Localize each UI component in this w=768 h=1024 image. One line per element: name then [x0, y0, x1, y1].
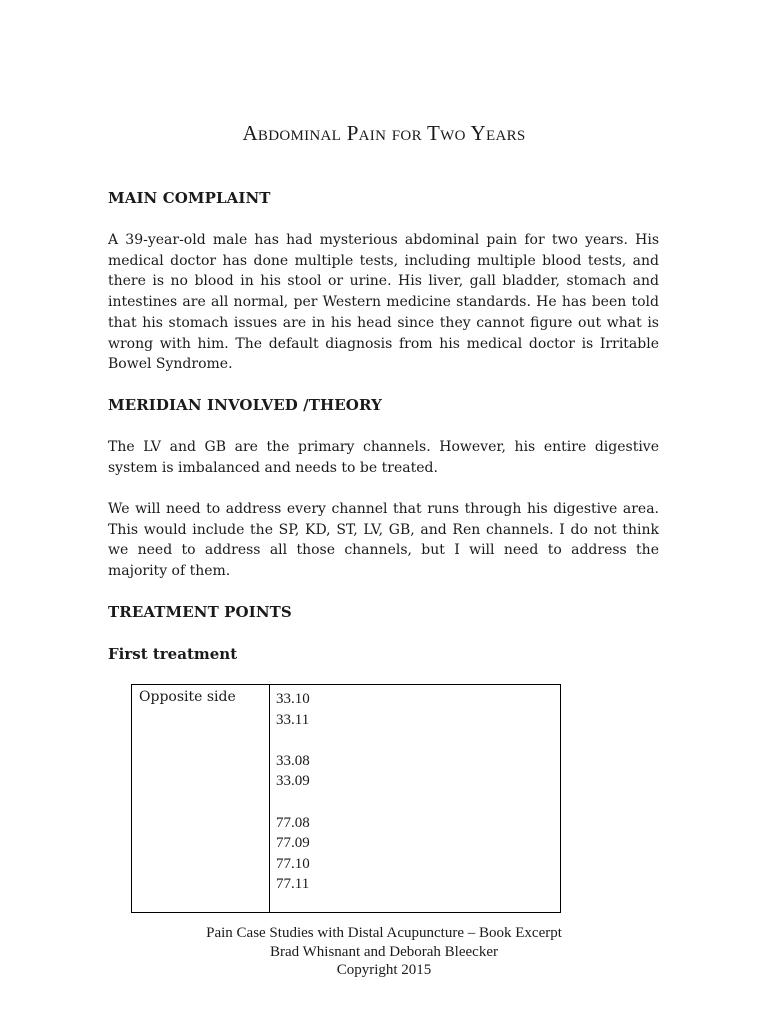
point-77-11: 77.11 — [276, 876, 310, 893]
footer-authors: Brad Whisnant and Deborah Bleecker — [270, 943, 498, 960]
point-33-11: 33.11 — [276, 711, 310, 728]
treatment-points-cell — [276, 689, 310, 895]
page-footer — [0, 924, 768, 980]
point-77-09: 77.09 — [276, 835, 310, 852]
point-77-10: 77.10 — [276, 855, 310, 872]
point-33-08: 33.08 — [276, 752, 310, 769]
meridian-heading: MERIDIAN INVOLVED /THEORY — [108, 396, 382, 414]
treatment-side-cell: Opposite side — [139, 689, 236, 705]
document-title: Abdominal Pain for Two Years — [242, 121, 526, 145]
footer-copyright: Copyright 2015 — [336, 962, 432, 978]
main-complaint-heading: MAIN COMPLAINT — [108, 189, 271, 207]
table-column-divider — [269, 685, 270, 912]
main-complaint-paragraph: A 39-year-old male has had mysterious abdominal pain for two years. His medical doctor has done multiple tests, including multiple blood tests, and there is no blood in his stool or urine. His liver, gall bladder, stomach and intestines are all normal, per Western medicine standards. He has been told that his stomach issues are in his head since they cannot figure out what is wrong with him. The default diagnosis from his medical doctor is Irritable Bowel Syndrome. — [108, 232, 659, 373]
point-33-09: 33.09 — [276, 773, 310, 790]
treatment-points-table — [131, 684, 561, 913]
meridian-paragraph-1: The LV and GB are the primary channels. However, his entire digestive system is imbalanced and needs to be treated. — [108, 439, 659, 476]
group-spacer — [276, 730, 310, 751]
meridian-paragraph-2: We will need to address every channel that runs through his digestive area. This would include the SP, KD, ST, LV, GB, and Ren channels. I do not think we need to address all those channels, but I will need to address the majority of them. — [108, 501, 659, 580]
point-77-08: 77.08 — [276, 814, 310, 831]
group-spacer — [276, 792, 310, 813]
treatment-points-heading: TREATMENT POINTS — [108, 603, 292, 621]
first-treatment-label: First treatment — [108, 645, 238, 663]
footer-book-title: Pain Case Studies with Distal Acupuncture – Book Excerpt — [206, 925, 562, 941]
point-33-10: 33.10 — [276, 691, 310, 707]
